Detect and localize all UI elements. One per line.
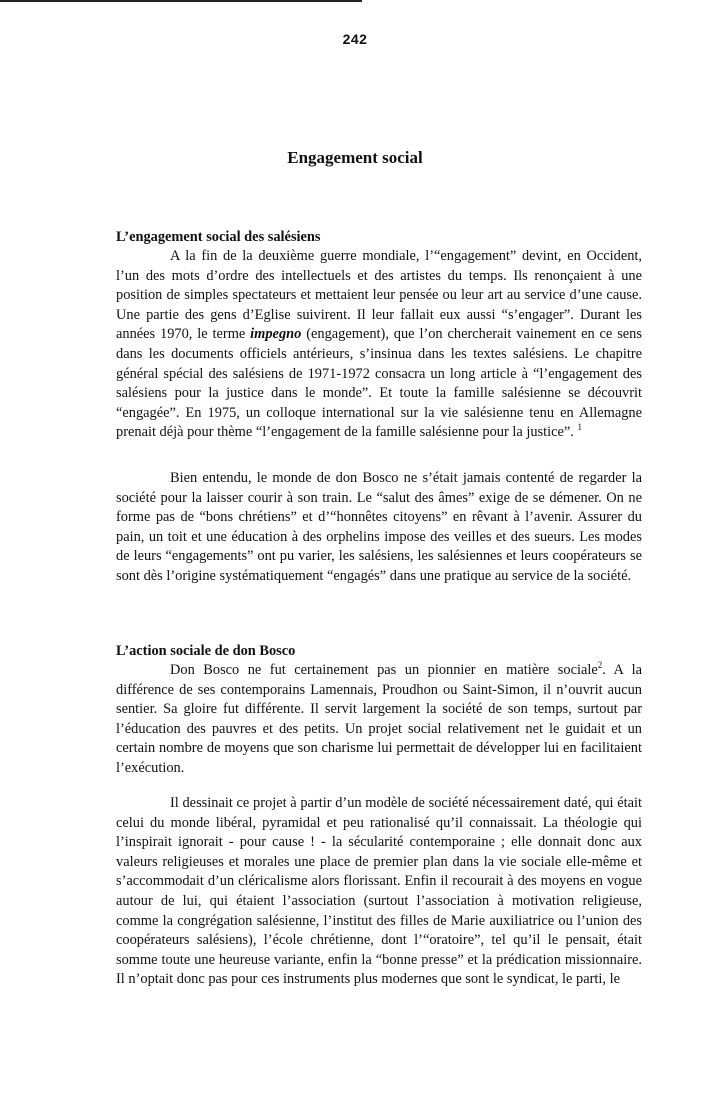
paragraph-text: (engagement), que l’on chercherait vainement en ce sens dans les documents officiels antérieurs, s’insinua dans les textes salésiens. Le chapitre général spécial des salésiens de 1971-1972 consacra un long article à “l’engagement des salésiens pour la justice dans le monde”. Et toute la famille salésienne se découvrit “engagée”. En 1975, un colloque international sur la vie salésienne tenu en Allemagne prenait déjà pour thème “l’engagement de la famille salésienne pour la justice”.	[116, 326, 642, 441]
body-paragraph	[116, 247, 642, 443]
section-heading: L’engagement social des salésiens	[116, 229, 321, 245]
section-heading: L’action sociale de don Bosco	[116, 643, 296, 659]
paragraph-text: Don Bosco ne fut certainement pas un pionnier en matière sociale	[170, 662, 598, 678]
footnote-ref: 2	[597, 660, 603, 671]
page-number: 242	[342, 31, 368, 47]
section-action-sociale	[116, 642, 642, 779]
paragraph-text: . A la différence de ses contemporains Lamennais, Proudhon ou Saint-Simon, il n’ouvrit aucun sentier. Sa gloire fut différente. Il servit largement la société de son temps, surtout par l’éducation des pauvres et des petits. Un projet social relativement net le guidait et un certain nombre de moyens que son charisme lui permettait de développer lui en facilitaient l’exécution.	[116, 662, 642, 776]
body-paragraph: Il dessinait ce projet à partir d’un modèle de société nécessairement daté, qui était celui du monde libéral, pyramidal et peu rationalisé qu’il connaissait. La théologie qui l’inspirait ignorait - pour cause ! - la sécularité contemporaine ; elle donnait donc aux valeurs religieuses et morales une place de premier plan dans la vie sociale elle-même et s’accommodait d’un cléricalisme alors florissant. Enfin il recourait à des moyens en vogue autour de lui, qui étaient l’association (surtout l’association à motivation religieuse, comme la congrégation salésienne, l’institut des filles de Marie auxiliatrice ou l’union des coopérateurs salésiens), l’école chrétienne, dont l’“oratoire”, tel qu’il le pensait, était somme toute une heureuse variante, enfin la “bonne presse” et la prédication missionnaire. Il n’optait donc pas pour ces instruments plus modernes que sont le syndicat, le parti, le	[116, 795, 642, 988]
paragraph-text: A la fin de la deuxième guerre mondiale, l’“engagement” devint, en Occident, l’un des mots d’ordre des intellectuels et des artistes du temps. Ils renonçaient à une position de simples spectateurs et mettaient leur pensée ou leur art au service d’une cause. Une partie des gens d’Eglise suivirent. Il leur fallait eux aussi “s’engager”. Durant les années 1970, le terme	[116, 248, 642, 343]
paragraph-block	[116, 469, 642, 587]
chapter-title: Engagement social	[287, 148, 423, 167]
italic-term: impegno	[250, 326, 302, 343]
paragraph-block	[116, 794, 642, 990]
body-paragraph	[116, 661, 642, 779]
section-engagement-salesiens	[116, 228, 642, 443]
footnote-ref: 1	[577, 422, 583, 433]
top-edge-rule	[0, 0, 362, 2]
body-paragraph: Bien entendu, le monde de don Bosco ne s’était jamais contenté de regarder la société pour la laisser courir à son train. Le “salut des âmes” exige de se démener. On ne forme pas de “bons chrétiens” et d’“honnêtes citoyens” en rêvant à l’avenir. Assurer du pain, un toit et une éducation à des orphelins impose des veilles et des sueurs. Les modes de leurs “engagements” ont pu varier, les salésiens, les salésiennes et leurs coopérateurs se sont dès l’origine systématiquement “engagés” dans une pratique au service de la société.	[116, 470, 642, 584]
